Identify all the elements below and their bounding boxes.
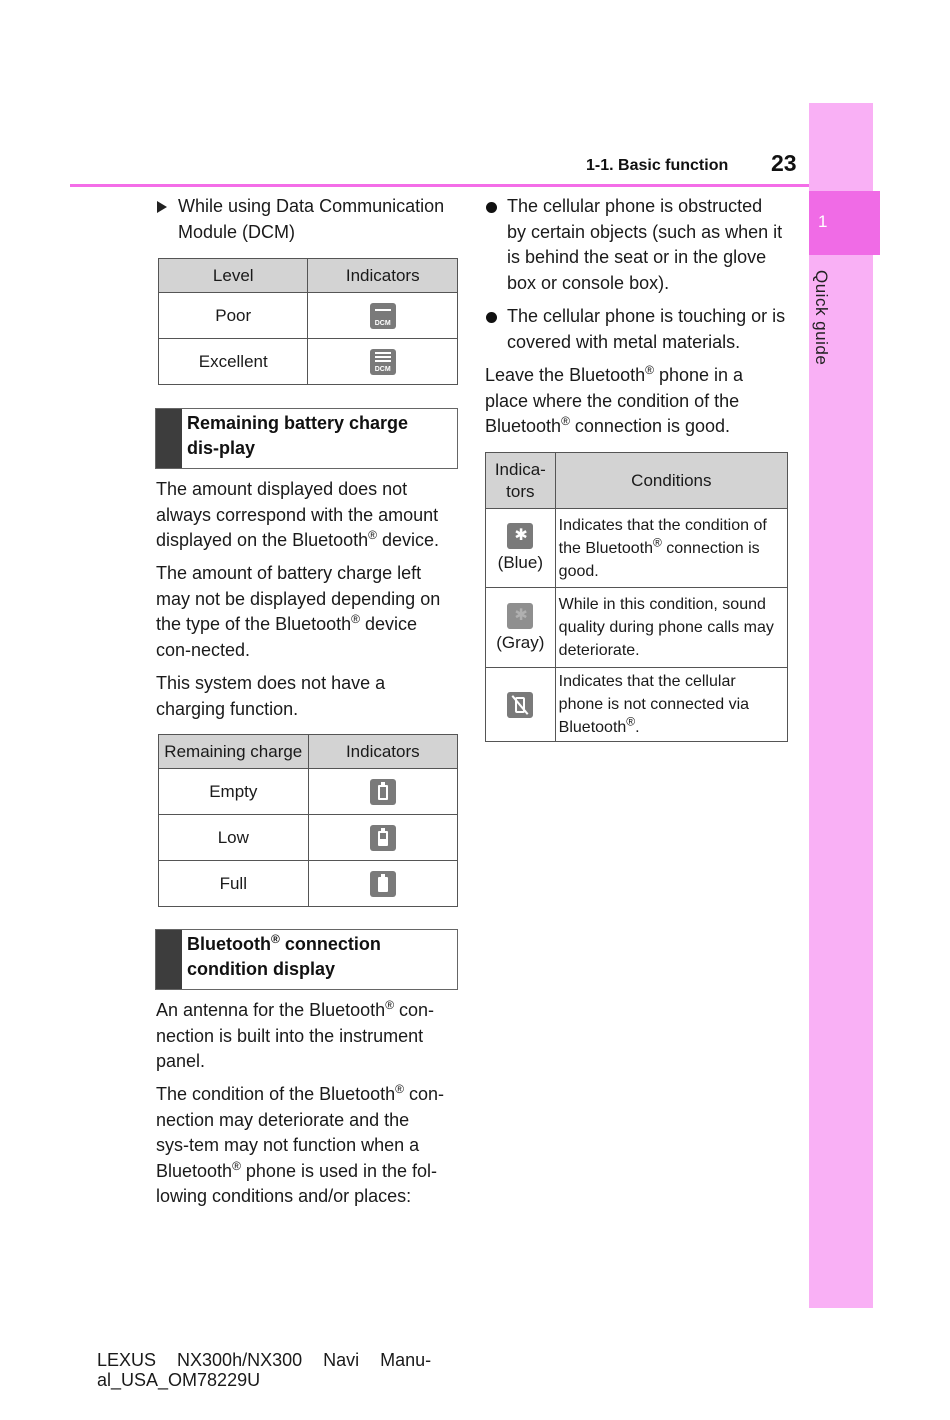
page-number: 23 [771, 150, 797, 176]
indicator-color-label: (Gray) [496, 632, 545, 652]
side-tab-label: Quick guide [812, 270, 831, 366]
condition-text: Indicates that the condition of the Bluetooth® connection is good. [555, 509, 787, 588]
dcm-level-table [158, 258, 458, 385]
section-title: 1-1. Basic function [586, 157, 729, 174]
bluetooth-section-title: Bluetooth® connection condition display [187, 932, 381, 979]
battery-paragraph-3: This system does not have a charging function. [156, 673, 386, 719]
bluetooth-paragraph-1: An antenna for the Bluetooth® con-nection is built into the instrument panel. [156, 998, 435, 1071]
bluetooth-section-heading [155, 929, 458, 990]
level-cell: Full [159, 861, 309, 907]
document-footer [97, 1350, 431, 1390]
side-tab-number: 1 [818, 212, 828, 231]
dcm-signal-excellent-icon [370, 349, 396, 375]
battery-full-icon [370, 871, 396, 897]
table-header: Indicators [308, 259, 458, 293]
level-cell: Poor [159, 293, 308, 339]
table-row [486, 509, 788, 588]
battery-charge-table [158, 734, 458, 907]
battery-low-icon [370, 825, 396, 851]
battery-section-title: Remaining battery charge dis-play [187, 413, 409, 458]
footer-line-2: al_USA_OM78229U [97, 1370, 261, 1390]
battery-paragraph-2: The amount of battery charge left may not be displayed depending on the type of the Bluetooth® device con-nected. [156, 563, 441, 660]
table-row [486, 588, 788, 668]
indicator-color-label: (Blue) [497, 553, 544, 572]
battery-section-heading [155, 408, 458, 469]
table-header: Indicators [308, 735, 457, 769]
condition-text: While in this condition, sound quality during phone calls may deteriorate. [555, 588, 787, 668]
table-row [159, 293, 458, 339]
bullet-dot-icon [486, 312, 497, 323]
bullet-dot-icon [486, 202, 497, 213]
dcm-intro: While using Data Communication Module (DCM) [178, 196, 445, 242]
bluetooth-blue-icon: ✱ [507, 523, 533, 549]
table-header: Level [159, 259, 308, 293]
bluetooth-gray-icon: ✱ [507, 603, 533, 629]
table-header: Indica-tors [486, 453, 556, 509]
bluetooth-paragraph-2: The condition of the Bluetooth® con-nection may deteriorate and the sys-tem may not function when a Bluetooth® phone is used in the fol-lowing conditions and/or places: [156, 1082, 445, 1206]
table-row [159, 815, 458, 861]
phone-not-connected-icon [507, 692, 533, 718]
table-row [159, 769, 458, 815]
table-header: Conditions [555, 453, 787, 509]
dcm-icon-text: DCM [374, 365, 391, 373]
dcm-icon-text: DCM [374, 319, 391, 327]
header-rule [70, 184, 809, 187]
triangle-bullet-icon [157, 201, 167, 213]
table-row [159, 339, 458, 385]
level-cell: Low [159, 815, 309, 861]
table-row [159, 861, 458, 907]
level-cell: Empty [159, 769, 309, 815]
bullet-text: The cellular phone is touching or is covered with metal materials. [507, 306, 786, 352]
battery-empty-icon [370, 779, 396, 805]
footer-line-1: LEXUS NX300h/NX300 Navi Manu- [97, 1350, 432, 1370]
level-cell: Excellent [159, 339, 308, 385]
battery-paragraph-1: The amount displayed does not always correspond with the amount displayed on the Bluetooth® device. [156, 479, 440, 550]
table-row [486, 668, 788, 742]
right-paragraph: Leave the Bluetooth® phone in a place where the condition of the Bluetooth® connection is good. [485, 363, 744, 436]
list-item [486, 304, 786, 355]
table-header: Remaining charge [159, 735, 309, 769]
list-item [486, 194, 786, 296]
bullet-text: The cellular phone is obstructed by certain objects (such as when it is behind the seat or in the glove box or console box). [507, 196, 783, 293]
dcm-signal-poor-icon [370, 303, 396, 329]
condition-text: Indicates that the cellular phone is not connected via Bluetooth®. [555, 668, 787, 742]
conditions-table [485, 452, 788, 742]
